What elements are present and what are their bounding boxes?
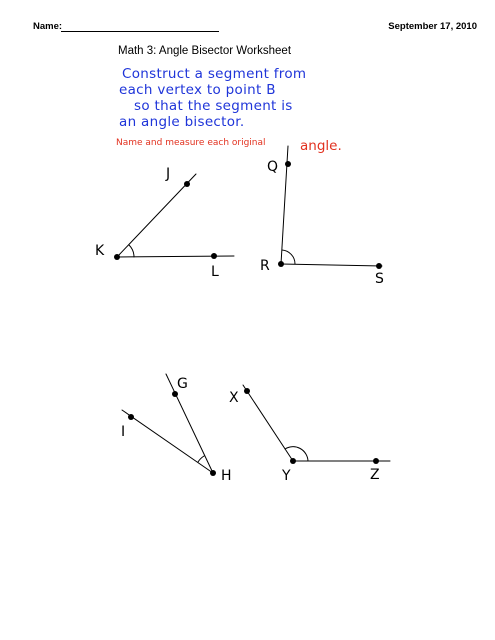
label-Y: Y — [282, 468, 291, 484]
label-X: X — [229, 390, 239, 406]
name-label: Name: — [33, 21, 63, 32]
instruction-line-3: so that the segment is — [134, 98, 293, 114]
label-Z: Z — [370, 467, 380, 483]
point-X — [244, 388, 250, 394]
point-L — [211, 253, 217, 259]
ray-HG — [166, 374, 213, 473]
label-G: G — [177, 376, 188, 392]
label-S: S — [375, 271, 384, 287]
angle-mark-R — [282, 250, 295, 264]
point-K — [114, 254, 120, 260]
point-R — [278, 261, 284, 267]
ray-YX — [243, 385, 293, 461]
label-R: R — [260, 258, 270, 274]
label-Q: Q — [267, 159, 279, 175]
point-Z — [373, 458, 379, 464]
date-label: September 17, 2010 — [388, 21, 477, 32]
point-J — [184, 181, 190, 187]
instruction-line-2: each vertex to point B — [119, 82, 276, 98]
ray-RS — [281, 264, 382, 266]
point-Q — [285, 161, 291, 167]
ray-HI — [122, 410, 213, 473]
angle-mark-H — [198, 456, 204, 462]
point-I — [128, 414, 134, 420]
label-K: K — [95, 243, 105, 259]
label-I: I — [121, 424, 126, 440]
label-L: L — [211, 264, 219, 280]
point-Y — [290, 458, 296, 464]
angle-mark-K — [129, 245, 134, 257]
point-S — [376, 263, 382, 269]
point-H — [210, 470, 216, 476]
label-H: H — [221, 468, 232, 484]
instruction-angle-word: angle. — [300, 138, 342, 154]
instruction-line-1: Construct a segment from — [122, 66, 307, 82]
instruction-line-5: Name and measure each original — [116, 138, 266, 148]
instruction-line-4: an angle bisector. — [119, 114, 245, 130]
worksheet-title: Math 3: Angle Bisector Worksheet — [118, 45, 292, 57]
label-J: J — [166, 166, 171, 182]
